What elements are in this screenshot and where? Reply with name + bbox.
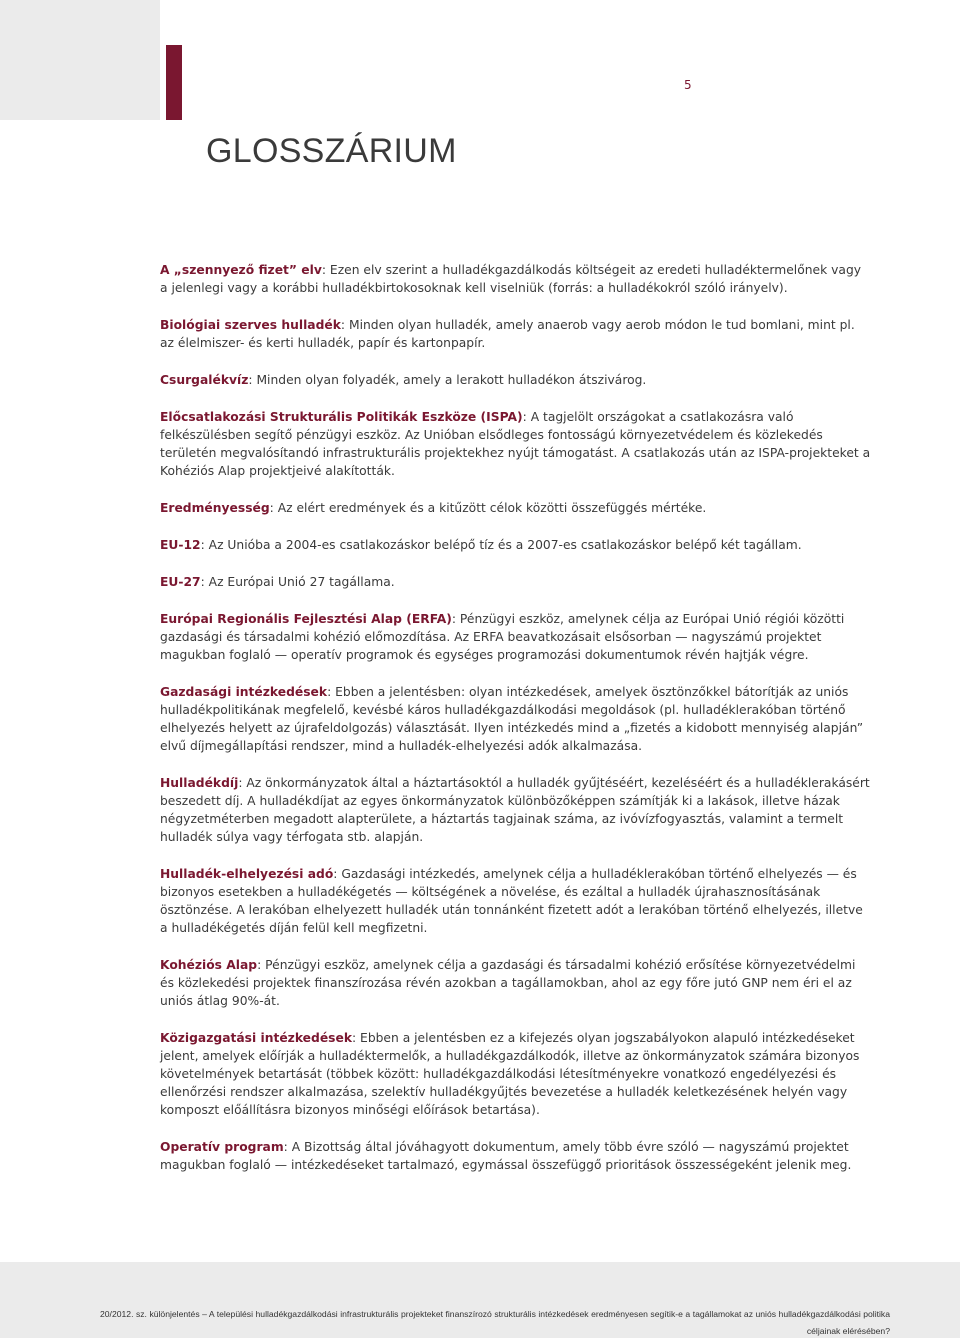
- glossary-definition: : Minden olyan folyadék, amely a lerakott hulladékon átszivárog.: [248, 373, 647, 387]
- page-number: 5: [684, 78, 692, 92]
- glossary-definition: : Gazdasági intézkedés, amelynek célja a hulladéklerakóban történő elhelyezés — és bizonyos esetekben a hulladékégetés — költségének a növelése, és ezáltal a hulladék újrahasznosításának ösztönzése. A lerakóban elhelyezett hulladék után tonnánként fizetett adót a lerakóban történő elhelyezés, illetve a hulladékégetés díján felül kell megfizetni.: [160, 867, 863, 935]
- glossary-definition: : Pénzügyi eszköz, amelynek célja a gazdasági és társadalmi kohézió erősítése környezetvédelmi és közlekedési projektek finanszírozása révén azokban a tagállamokban, ahol az egy főre jutó GNP nem éri el az uniós átlag 90%-át.: [160, 958, 856, 1008]
- glossary-definition: : Ebben a jelentésben: olyan intézkedések, amelyek ösztönzőkkel bátorítják az uniós hulladékpolitikának megfelelő, kevésbé káros hulladékgazdálkodási megoldások (pl. hulladéklerakóban történő elhelyezés helyett az újrafeldolgozás) választását. Ilyen intézkedés mind a „fizetés a kidobott mennyiség alapján” elvű díjmegállapítási rendszer, mind a hulladék-elhelyezési adók alkalmazása.: [160, 685, 864, 753]
- glossary-definition: : A tagjelölt országokat a csatlakozásra való felkészülésben segítő pénzügyi eszköz. Az Unióban elsődleges fontosságú környezetvédelem és közlekedés területén megvalósítandó infrastrukturális projektekhez nyújt támogatást. A csatlakozás után az ISPA-projekteket a Kohéziós Alap projektjeivé alakították.: [160, 410, 871, 478]
- glossary-entry: [160, 865, 872, 937]
- footer-report-title: 20/2012. sz. különjelentés – A települési hulladékgazdálkodási infrastrukturális projekteket finanszírozó strukturális intézkedések eredményesen segítik-e a tagállamokat az uniós hulladékgazdálkodási politika céljainak elérésében?: [100, 1309, 890, 1336]
- glossary-term: Közigazgatási intézkedések: [160, 1031, 352, 1045]
- glossary-definition: : A Bizottság által jóváhagyott dokumentum, amely több évre szóló — nagyszámú projektet magukban foglaló — intézkedéseket tartalmazó, egymással összefüggő prioritások összességeként jelenik meg.: [160, 1140, 852, 1172]
- glossary-definition: : Ezen elv szerint a hulladékgazdálkodás költségeit az eredeti hulladéktermelőnek vagy a jelenlegi vagy a korábbi hulladékbirtokosoknak kell viselniük (forrás: a hulladékokról szóló irányelv).: [160, 263, 862, 295]
- glossary-term: Hulladékdíj: [160, 776, 239, 790]
- glossary-entry: [160, 683, 872, 755]
- glossary-entry: [160, 316, 872, 352]
- glossary-definition: : Az Európai Unió 27 tagállama.: [200, 575, 395, 589]
- glossary-entry: [160, 261, 872, 297]
- glossary-entry: [160, 610, 872, 664]
- glossary-entry: [160, 408, 872, 480]
- glossary-term: Kohéziós Alap: [160, 958, 258, 972]
- glossary-entry: [160, 536, 872, 554]
- glossary-term: Biológiai szerves hulladék: [160, 318, 341, 332]
- glossary-entry: [160, 499, 872, 517]
- glossary-term: EU-12: [160, 538, 201, 552]
- glossary-entry: [160, 1138, 872, 1174]
- glossary-term: EU-27: [160, 575, 201, 589]
- glossary-definition: : Ebben a jelentésben ez a kifejezés olyan jogszabályokon alapuló intézkedéseket jelent, amelyek előírják a hulladéktermelők, a hulladékgazdálkodók, illetve az önkormányzatok számára bizonyos követelmények betartását (többek között: hulladékgazdálkodási létesítményekre vonatkozó engedélyezési és ellenőrzési rendszer alkalmazása, szelektív hulladékgyűjtés bevezetése a hulladék keletkezésének helyén vagy komposzt előállításra bizonyos minőségi előírások betartása).: [160, 1031, 860, 1117]
- header-decor-band: [0, 0, 160, 120]
- header-accent-bar: [166, 45, 182, 120]
- glossary-entry: [160, 956, 872, 1010]
- glossary-entry: [160, 774, 872, 846]
- glossary-term: A „szennyező fizet” elv: [160, 263, 322, 277]
- glossary-term: Csurgalékvíz: [160, 373, 249, 387]
- glossary-entry: [160, 1029, 872, 1119]
- glossary-term: Gazdasági intézkedések: [160, 685, 328, 699]
- glossary-definition: : Az elért eredmények és a kitűzött célok közötti összefüggés mértéke.: [269, 501, 707, 515]
- glossary-entry: [160, 371, 872, 389]
- glossary-definition: : Minden olyan hulladék, amely anaerob vagy aerob módon le tud bomlani, mint pl. az élelmiszer- és kerti hulladék, papír és kartonpapír.: [160, 318, 855, 350]
- glossary-definition: : Az Unióba a 2004-es csatlakozáskor belépő tíz és a 2007-es csatlakozáskor belépő két tagállam.: [200, 538, 802, 552]
- glossary-definition: : Pénzügyi eszköz, amelynek célja az Európai Unió régiói közötti gazdasági és társadalmi kohézió előmozdítása. Az ERFA beavatkozásait elsősorban — nagyszámú projektet magukban foglaló — operatív programok és egységes programozási dokumentumok révén hajtják végre.: [160, 612, 845, 662]
- page-title: GLOSSZÁRIUM: [206, 132, 457, 170]
- glossary-term: Eredményesség: [160, 501, 270, 515]
- glossary-list: [160, 261, 872, 1193]
- glossary-entry: [160, 573, 872, 591]
- glossary-definition: : Az önkormányzatok által a háztartásoktól a hulladék gyűjtéséért, kezeléséért és a hulladéklerakásért beszedett díj. A hulladékdíjat az egyes önkormányzatok különbözőképpen számítják ki a lakások, illetve házak négyzetméterben megadott alapterülete, a háztartás tagjainak száma, az ivóvízfogyasztás, valamint a termelt hulladék súlya vagy térfogata stb. alapján.: [160, 776, 870, 844]
- glossary-term: Hulladék-elhelyezési adó: [160, 867, 334, 881]
- glossary-term: Európai Regionális Fejlesztési Alap (ERFA): [160, 612, 452, 626]
- glossary-term: Operatív program: [160, 1140, 284, 1154]
- glossary-term: Előcsatlakozási Strukturális Politikák Eszköze (ISPA): [160, 410, 523, 424]
